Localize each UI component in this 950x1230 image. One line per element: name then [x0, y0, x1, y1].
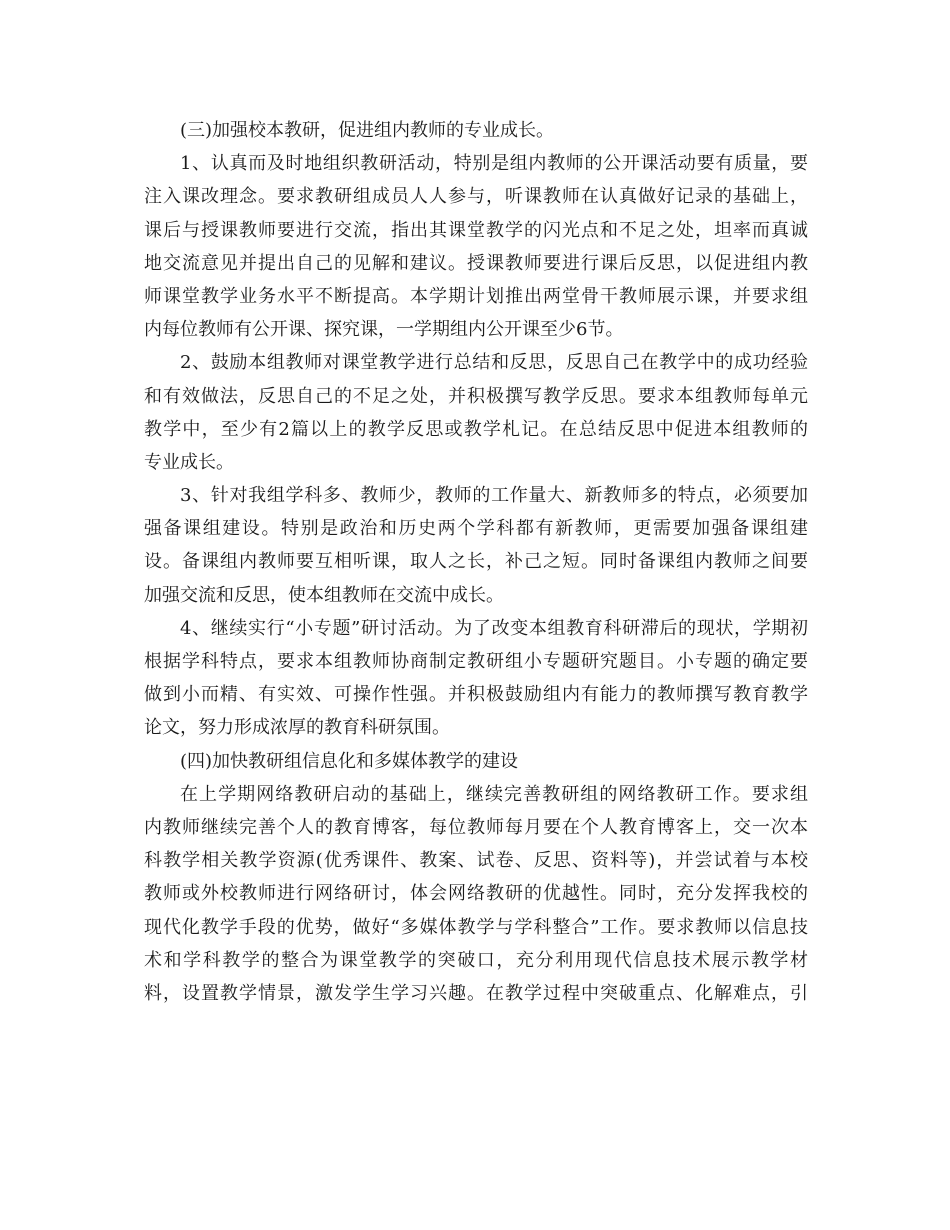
paragraph-line: 和有效做法，反思自己的不足之处，并积极撰写教学反思。要求本组教师每单元: [144, 385, 808, 407]
paragraph-line: 地交流意见并提出自己的见解和建议。授课教师要进行课后反思，以促进组内教: [144, 252, 808, 274]
paragraph-line: 内每位教师有公开课、探究课，一学期组内公开课至少6节。: [144, 319, 624, 341]
paragraph-line: 1、认真而及时地组织教研活动，特别是组内教师的公开课活动要有质量，要: [180, 153, 808, 175]
paragraph-line: 教学中，至少有2篇以上的教学反思或教学札记。在总结反思中促进本组教师的: [144, 418, 808, 440]
section-heading-three: (三)加强校本教研，促进组内教师的专业成长。: [180, 120, 555, 141]
paragraph-line: 3、针对我组学科多、教师少，教师的工作量大、新教师多的特点，必须要加: [180, 485, 808, 507]
paragraph-line: 注入课改理念。要求教研组成员人人参与，听课教师在认真做好记录的基础上，: [144, 186, 808, 208]
paragraph-line: 师课堂教学业务水平不断提高。本学期计划推出两堂骨干教师展示课，并要求组: [144, 285, 808, 307]
section-heading-four: (四)加快教研组信息化和多媒体教学的建设: [180, 750, 519, 772]
paragraph-line: 科教学相关教学资源(优秀课件、教案、试卷、反思、资料等)，并尝试着与本校: [144, 850, 808, 872]
paragraph-line: 内教师继续完善个人的教育博客，每位教师每月要在个人教育博客上，交一次本: [144, 816, 808, 838]
paragraph-line: 在上学期网络教研启动的基础上，继续完善教研组的网络教研工作。要求组: [180, 783, 808, 805]
paragraph-line: 做到小而精、有实效、可操作性强。并积极鼓励组内有能力的教师撰写教育教学: [144, 684, 808, 706]
paragraph-line: 教师或外校教师进行网络研讨，体会网络教研的优越性。同时，充分发挥我校的: [144, 883, 808, 905]
paragraph-line: 术和学科教学的整合为课堂教学的突破口，充分利用现代信息技术展示教学材: [144, 949, 808, 971]
paragraph-line: 加强交流和反思，使本组教师在交流中成长。: [144, 584, 504, 606]
paragraph-line: 专业成长。: [144, 451, 234, 473]
paragraph-line: 料，设置教学情景，激发学生学习兴趣。在教学过程中突破重点、化解难点，引: [144, 982, 808, 1004]
paragraph-line: 设。备课组内教师要互相听课，取人之长，补己之短。同时备课组内教师之间要: [144, 551, 808, 573]
paragraph-line: 根据学科特点，要求本组教师协商制定教研组小专题研究题目。小专题的确定要: [144, 651, 808, 672]
paragraph-line: 2、鼓励本组教师对课堂教学进行总结和反思，反思自己在教学中的成功经验: [180, 352, 808, 374]
paragraph-line: 强备课组建设。特别是政治和历史两个学科都有新教师，更需要加强备课组建: [144, 518, 808, 540]
document-body: [144, 114, 808, 1010]
paragraph-line: 4、继续实行“小专题”研讨活动。为了改变本组教育科研滞后的现状，学期初: [180, 617, 808, 639]
paragraph-line: 现代化教学手段的优势，做好“多媒体教学与学科整合”工作。要求教师以信息技: [144, 916, 808, 938]
paragraph-line: 课后与授课教师要进行交流，指出其课堂教学的闪光点和不足之处，坦率而真诚: [144, 219, 808, 241]
paragraph-line: 论文，努力形成浓厚的教育科研氛围。: [144, 717, 450, 739]
